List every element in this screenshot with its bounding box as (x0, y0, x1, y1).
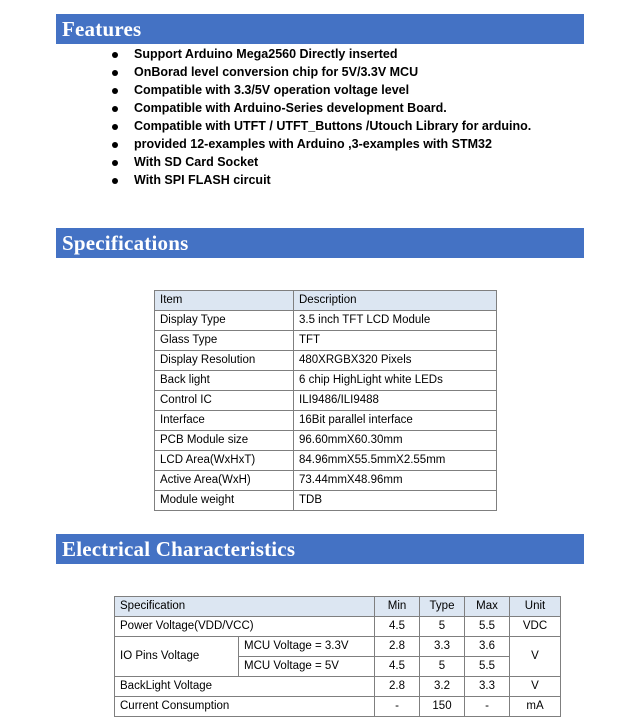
table-row (155, 391, 497, 411)
list-item: OnBorad level conversion chip for 5V/3.3V MCU (108, 64, 588, 81)
table-row (155, 331, 497, 351)
section-header-specifications (56, 228, 584, 258)
cell-description: 480XRGBX320 Pixels (294, 351, 497, 371)
cell-specification: Power Voltage(VDD/VCC) (115, 617, 375, 637)
cell-description: ILI9486/ILI9488 (294, 391, 497, 411)
cell-item: PCB Module size (155, 431, 294, 451)
cell-item: Control IC (155, 391, 294, 411)
table-header-row (115, 597, 561, 617)
cell-item: Interface (155, 411, 294, 431)
cell-unit: V (510, 677, 561, 697)
list-item: Compatible with 3.3/5V operation voltage level (108, 82, 588, 99)
list-item: Support Arduino Mega2560 Directly inserted (108, 46, 588, 63)
cell-description: 96.60mmX60.30mm (294, 431, 497, 451)
section-header-electrical (56, 534, 584, 564)
table-header-row (155, 291, 497, 311)
table-row (155, 371, 497, 391)
cell-unit: mA (510, 697, 561, 717)
section-header-features (56, 14, 584, 44)
cell-item: Active Area(WxH) (155, 471, 294, 491)
cell-sub-condition: MCU Voltage = 3.3V (239, 637, 375, 657)
cell-min: - (375, 697, 420, 717)
column-header: Item (155, 291, 294, 311)
list-item: Compatible with UTFT / UTFT_Buttons /Utouch Library for arduino. (108, 118, 588, 135)
column-header: Specification (115, 597, 375, 617)
cell-description: TDB (294, 491, 497, 511)
section-title-electrical: Electrical Characteristics (62, 536, 296, 561)
table-row (115, 617, 561, 637)
table-row (155, 311, 497, 331)
list-item: Compatible with Arduino-Series development Board. (108, 100, 588, 117)
table-row (115, 637, 561, 657)
cell-item: Display Resolution (155, 351, 294, 371)
cell-type: 5 (420, 617, 465, 637)
section-title-features: Features (62, 16, 142, 41)
cell-description: 16Bit parallel interface (294, 411, 497, 431)
column-header: Max (465, 597, 510, 617)
table-row (155, 431, 497, 451)
table-row (115, 697, 561, 717)
table-row (155, 491, 497, 511)
cell-description: TFT (294, 331, 497, 351)
cell-description: 3.5 inch TFT LCD Module (294, 311, 497, 331)
column-header: Description (294, 291, 497, 311)
section-title-specifications: Specifications (62, 230, 189, 255)
specifications-table (154, 290, 497, 511)
cell-type: 150 (420, 697, 465, 717)
cell-specification: Current Consumption (115, 697, 375, 717)
cell-type: 3.2 (420, 677, 465, 697)
cell-min: 2.8 (375, 677, 420, 697)
cell-item: Display Type (155, 311, 294, 331)
list-item: With SD Card Socket (108, 154, 588, 171)
table-row (155, 451, 497, 471)
electrical-characteristics-table (114, 596, 561, 717)
cell-min: 4.5 (375, 657, 420, 677)
cell-unit: V (510, 637, 561, 677)
table-row (155, 411, 497, 431)
cell-max: 5.5 (465, 617, 510, 637)
column-header: Min (375, 597, 420, 617)
cell-item: LCD Area(WxHxT) (155, 451, 294, 471)
cell-min: 4.5 (375, 617, 420, 637)
cell-max: 5.5 (465, 657, 510, 677)
table-row (155, 471, 497, 491)
cell-type: 5 (420, 657, 465, 677)
list-item: With SPI FLASH circuit (108, 172, 588, 189)
column-header: Unit (510, 597, 561, 617)
table-row (155, 351, 497, 371)
cell-max: 3.3 (465, 677, 510, 697)
cell-item: Module weight (155, 491, 294, 511)
cell-description: 84.96mmX55.5mmX2.55mm (294, 451, 497, 471)
list-item: provided 12-examples with Arduino ,3-examples with STM32 (108, 136, 588, 153)
features-list (108, 46, 588, 190)
cell-description: 73.44mmX48.96mm (294, 471, 497, 491)
cell-specification: IO Pins Voltage (115, 637, 239, 677)
cell-max: - (465, 697, 510, 717)
cell-description: 6 chip HighLight white LEDs (294, 371, 497, 391)
cell-item: Back light (155, 371, 294, 391)
cell-type: 3.3 (420, 637, 465, 657)
cell-specification: BackLight Voltage (115, 677, 375, 697)
table-row (115, 677, 561, 697)
cell-unit: VDC (510, 617, 561, 637)
column-header: Type (420, 597, 465, 617)
cell-sub-condition: MCU Voltage = 5V (239, 657, 375, 677)
cell-max: 3.6 (465, 637, 510, 657)
cell-min: 2.8 (375, 637, 420, 657)
cell-item: Glass Type (155, 331, 294, 351)
